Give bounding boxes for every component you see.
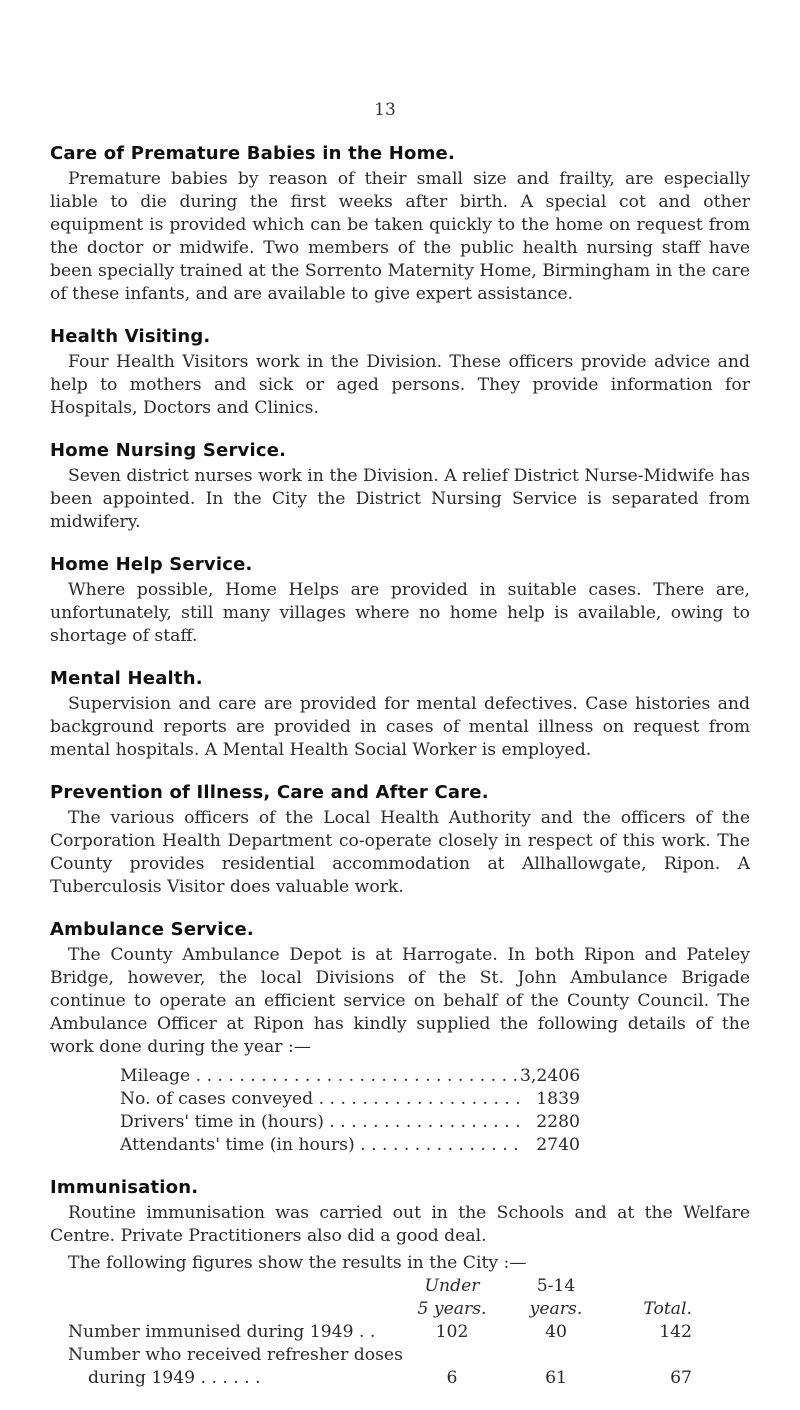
section-heading: Ambulance Service.	[50, 919, 254, 940]
row1-under-5: 102	[435, 1322, 469, 1342]
table-grid	[68, 1275, 750, 1390]
row2-under-5: 6	[446, 1368, 458, 1388]
section-health-visiting	[50, 326, 750, 420]
section-body: Seven district nurses work in the Division. A relief District Nurse-Midwife has been appointed. In the City the District Nursing Service is separated from midwifery.	[50, 466, 750, 532]
stat-label: Mileage . . .	[120, 1065, 520, 1088]
stat-value: 3,2406	[520, 1066, 581, 1086]
section-body: Routine immunisation was carried out in the Schools and at the Welfare Centre. Private Practitioners also did a good deal.	[50, 1203, 750, 1246]
header-blank	[68, 1275, 398, 1298]
section-body: The County Ambulance Depot is at Harrogate. In both Ripon and Pateley Bridge, however, the local Divisions of the St. John Ambulance Brigade continue to operate an efficient service on behalf of the County Council. The Ambulance Officer at Ripon has kindly supplied the following details of the work done during the year :—	[50, 945, 750, 1057]
row2-total: 67	[670, 1368, 692, 1388]
ambulance-stats-list	[120, 1065, 750, 1157]
header-5-14-line1: 5-14	[536, 1276, 576, 1296]
section-body: Four Health Visitors work in the Division. These officers provide advice and help to mothers and sick or aged persons. They provide information for Hospitals, Doctors and Clinics.	[50, 352, 750, 418]
stat-row-mileage	[120, 1065, 580, 1088]
row2-label-line2: during 1949 . . . . . .	[88, 1368, 261, 1388]
section-heading: Home Help Service.	[50, 554, 253, 575]
section-heading: Care of Premature Babies in the Home.	[50, 143, 456, 164]
section-body: Supervision and care are provided for mental defectives. Case histories and background reports are provided in cases of mental illness on request from mental hospitals. A Mental Health Social Worker is employed.	[50, 694, 750, 760]
stat-value: 1839	[536, 1089, 580, 1109]
section-home-nursing	[50, 440, 750, 534]
section-body: The various officers of the Local Health Authority and the officers of the Corporation Health Department co-operate closely in respect of this work. The County provides residential accommodation at Allhallowgate, Ripon. A Tuberculosis Visitor does valuable work.	[50, 808, 750, 897]
stat-value: 2740	[536, 1135, 580, 1155]
section-immunisation	[50, 1177, 750, 1390]
section-premature-babies	[50, 143, 750, 306]
immunisation-table	[50, 1252, 750, 1390]
table-intro: The following figures show the results in the City :—	[68, 1253, 527, 1273]
page-content	[50, 143, 750, 1410]
stat-row-cases	[120, 1088, 580, 1111]
row2-label-line1: Number who received refresher doses	[68, 1345, 403, 1365]
section-mental-health	[50, 668, 750, 762]
section-heading: Prevention of Illness, Care and After Care.	[50, 782, 489, 803]
stat-label: Drivers' time in (hours) . . .	[120, 1111, 520, 1134]
section-home-help	[50, 554, 750, 648]
section-heading: Immunisation.	[50, 1177, 199, 1198]
row1-total: 142	[659, 1322, 692, 1342]
section-body: Premature babies by reason of their small size and frailty, are especially liable to die during the first weeks after birth. A special cot and other equipment is provided which can be taken quickly to the home on request from the doctor or midwife. Two members of the public health nursing staff have been specially trained at the Sorrento Maternity Home, Birmingham in the care of these infants, and are available to give expert assistance.	[50, 169, 750, 304]
section-body: Where possible, Home Helps are provided in suitable cases. There are, unfortunately, still many villages where no home help is available, owing to shortage of staff.	[50, 580, 750, 646]
header-5-14-line2: years.	[529, 1299, 583, 1319]
header-total: Total.	[643, 1299, 692, 1319]
section-heading: Home Nursing Service.	[50, 440, 287, 461]
section-prevention-of-illness	[50, 782, 750, 899]
stat-value: 2280	[536, 1112, 580, 1132]
row2-5-14: 61	[545, 1368, 567, 1388]
stat-label: Attendants' time (in hours) . . .	[120, 1134, 520, 1157]
stat-row-drivers-time	[120, 1111, 580, 1134]
stat-label: No. of cases conveyed . . .	[120, 1088, 520, 1111]
header-blank	[68, 1298, 398, 1321]
section-heading: Health Visiting.	[50, 326, 211, 347]
header-under-5-line1: Under	[424, 1276, 480, 1296]
section-ambulance	[50, 919, 750, 1157]
header-blank	[606, 1275, 706, 1298]
section-heading: Mental Health.	[50, 668, 203, 689]
stat-row-attendants-time	[120, 1134, 580, 1157]
header-under-5-line2: 5 years.	[417, 1299, 487, 1319]
page-number: 13	[374, 100, 396, 120]
row1-label: Number immunised during 1949 . .	[68, 1322, 376, 1342]
row1-5-14: 40	[545, 1322, 567, 1342]
